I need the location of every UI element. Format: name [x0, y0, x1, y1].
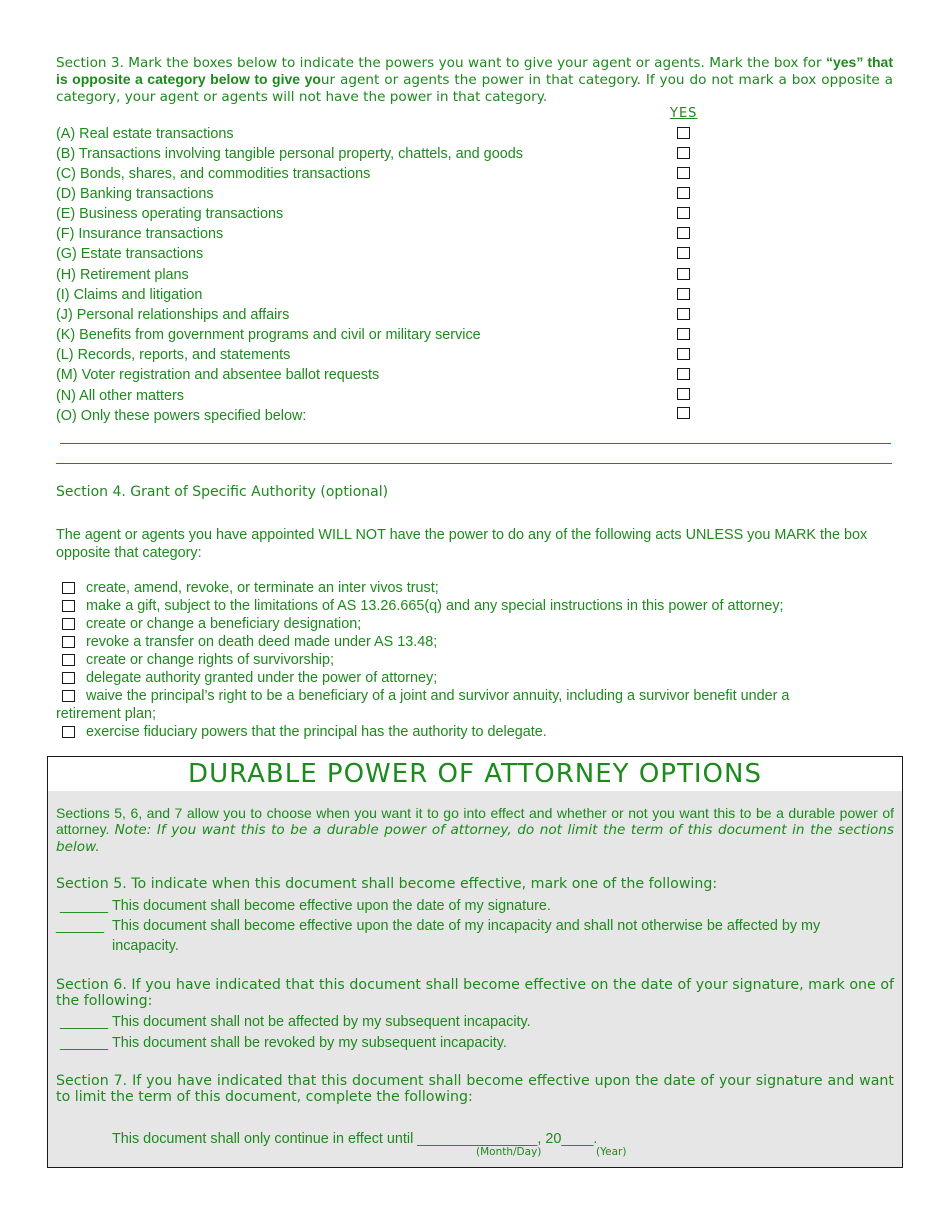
act-checkbox-annuity[interactable] [62, 690, 75, 702]
yes-checkbox-l[interactable] [677, 348, 690, 360]
options-intro [56, 805, 894, 855]
yes-column-header: YES [670, 106, 698, 121]
section4-intro: The agent or agents you have appointed WILL NOT have the power to do any of the following acts UNLESS you MARK the box opposite that category: [56, 527, 868, 561]
act-checkbox-trust[interactable] [62, 582, 75, 594]
yes-checkbox-j[interactable] [677, 308, 690, 320]
section5-option-incapacity: This document shall become effective upon the date of my incapacity and shall not otherwise be affected by my [112, 918, 821, 934]
act-checkbox-delegate[interactable] [62, 672, 75, 684]
act-checkbox-fiduciary[interactable] [62, 726, 75, 738]
category-label: (H) Retirement plans [56, 267, 189, 283]
category-label: (M) Voter registration and absentee ballot requests [56, 367, 380, 383]
category-label: (A) Real estate transactions [56, 126, 234, 142]
section3-intro [56, 54, 893, 105]
category-label: (I) Claims and litigation [56, 287, 203, 303]
options-intro-text: Sections 5, 6, and 7 allow you to choose when you want it to go into effect and whether or not you want this to be a durable power of attorney. [56, 805, 894, 837]
category-label: (O) Only these powers specified below: [56, 408, 307, 424]
category-label: (J) Personal relationships and affairs [56, 307, 290, 323]
yes-checkbox-m[interactable] [677, 368, 690, 380]
section7-continue-until[interactable]: This document shall only continue in effect until _______________, 20____. [112, 1131, 598, 1147]
specified-powers-line-1[interactable] [60, 443, 891, 444]
yes-checkbox-c[interactable] [677, 167, 690, 179]
act-label: waive the principal’s right to be a beneficiary of a joint and survivor annuity, including a survivor benefit under a [86, 688, 790, 704]
section6-option-revoked: This document shall be revoked by my subsequent incapacity. [112, 1035, 507, 1051]
category-label: (G) Estate transactions [56, 246, 204, 262]
act-label: make a gift, subject to the limitations of AS 13.26.665(q) and any special instructions in this power of attorney; [86, 598, 784, 614]
section3-intro-text2: ur agent or agents the power in that category. If you do not mark a box opposite a category, your agent or agents will not have the power in that category. [56, 72, 893, 105]
act-checkbox-gift[interactable] [62, 600, 75, 612]
category-label: (B) Transactions involving tangible personal property, chattels, and goods [56, 146, 523, 162]
section5-blank-2[interactable]: ______ [56, 918, 105, 934]
yes-checkbox-n[interactable] [677, 388, 690, 400]
act-label: exercise fiduciary powers that the principal has the authority to delegate. [86, 724, 547, 740]
act-label: revoke a transfer on death deed made under AS 13.48; [86, 634, 438, 650]
options-intro-note: Note: If you want this to be a durable power of attorney, do not limit the term of this document in the sections below. [56, 822, 894, 855]
category-label: (N) All other matters [56, 388, 184, 404]
section6-option-not-affected: This document shall not be affected by my subsequent incapacity. [112, 1014, 531, 1030]
yes-checkbox-e[interactable] [677, 207, 690, 219]
yes-checkbox-g[interactable] [677, 247, 690, 259]
act-checkbox-beneficiary[interactable] [62, 618, 75, 630]
category-label: (D) Banking transactions [56, 186, 214, 202]
specified-powers-line-2[interactable] [56, 463, 892, 464]
category-label: (E) Business operating transactions [56, 206, 284, 222]
section5-heading: Section 5. To indicate when this document shall become effective, mark one of the following: [56, 876, 718, 892]
act-label: create, amend, revoke, or terminate an inter vivos trust; [86, 580, 439, 596]
yes-checkbox-o[interactable] [677, 407, 690, 419]
yes-checkbox-f[interactable] [677, 227, 690, 239]
category-label: (C) Bonds, shares, and commodities transactions [56, 166, 371, 182]
category-label: (F) Insurance transactions [56, 226, 224, 242]
yes-checkbox-k[interactable] [677, 328, 690, 340]
act-checkbox-tod-deed[interactable] [62, 636, 75, 648]
yes-checkbox-d[interactable] [677, 187, 690, 199]
category-label: (K) Benefits from government programs and civil or military service [56, 327, 481, 343]
act-label-continued: retirement plan; [56, 706, 156, 722]
section7-label-year: (Year) [596, 1146, 627, 1158]
yes-checkbox-i[interactable] [677, 288, 690, 300]
act-checkbox-survivorship[interactable] [62, 654, 75, 666]
act-label: create or change a beneficiary designation; [86, 616, 362, 632]
section6-blank-2[interactable]: ______ [60, 1035, 109, 1051]
section4-heading: Section 4. Grant of Specific Authority (optional) [56, 484, 389, 500]
section5-option-signature: This document shall become effective upon the date of my signature. [112, 898, 551, 914]
section7-label-monthday: (Month/Day) [476, 1146, 542, 1158]
section7-heading: Section 7. If you have indicated that this document shall become effective upon the date of your signature and want to limit the term of this document, complete the following: [56, 1073, 894, 1105]
act-label: delegate authority granted under the power of attorney; [86, 670, 438, 686]
section5-blank-1[interactable]: ______ [60, 898, 109, 914]
yes-checkbox-b[interactable] [677, 147, 690, 159]
section3-intro-text1: Section 3. Mark the boxes below to indicate the powers you want to give your agent or agents. Mark the box for [56, 55, 826, 71]
category-label: (L) Records, reports, and statements [56, 347, 291, 363]
section3-intro-bold: “yes” that is opposite a category below to give yo [56, 54, 893, 87]
options-title: DURABLE POWER OF ATTORNEY OPTIONS [188, 759, 762, 789]
yes-checkbox-h[interactable] [677, 268, 690, 280]
yes-checkbox-a[interactable] [677, 127, 690, 139]
section5-option-incapacity-cont: incapacity. [112, 938, 179, 954]
act-label: create or change rights of survivorship; [86, 652, 334, 668]
section6-blank-1[interactable]: ______ [60, 1014, 109, 1030]
section6-heading: Section 6. If you have indicated that this document shall become effective on the date of your signature, mark one of the following: [56, 977, 894, 1009]
